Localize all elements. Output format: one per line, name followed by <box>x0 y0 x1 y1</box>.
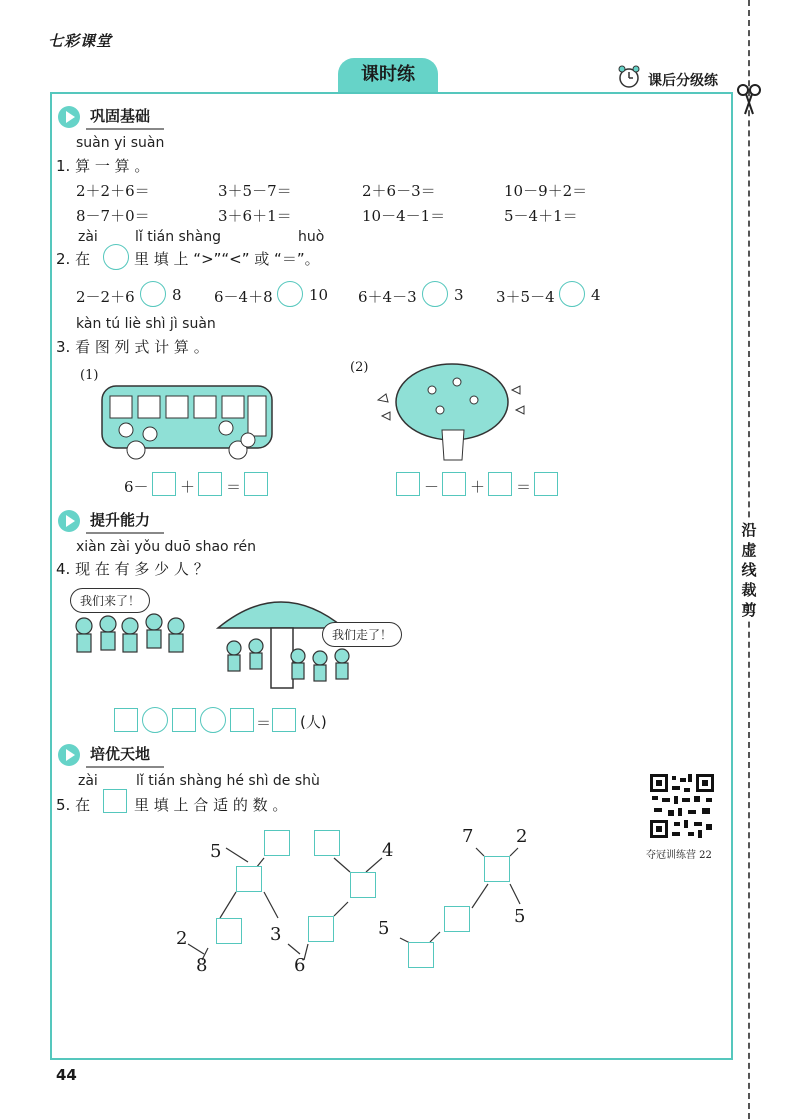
cut-instruction: 沿虚线裁剪 <box>738 520 760 620</box>
q5-number: 5. 在 <box>56 796 91 814</box>
alarm-clock-icon <box>616 64 642 90</box>
answer-box[interactable] <box>216 918 242 944</box>
answer-box[interactable] <box>488 472 512 496</box>
page-subtitle: 课后分级练 <box>648 73 718 89</box>
answer-box[interactable] <box>244 472 268 496</box>
answer-box[interactable] <box>114 708 138 732</box>
section-title: 提升能力 <box>86 508 164 534</box>
q1-expr: 10－4－1＝ <box>362 207 446 225</box>
answer-box[interactable] <box>350 872 376 898</box>
play-icon <box>58 744 80 766</box>
bus-illustration <box>98 380 278 466</box>
play-icon <box>58 510 80 532</box>
q5-text: 里 填 上 合 适 的 数 。 <box>134 796 288 814</box>
equals-sign: ＝ <box>226 478 242 496</box>
given-number: 5 <box>378 918 390 939</box>
q1-expr: 8－7＋0＝ <box>76 207 150 225</box>
answer-box[interactable] <box>314 830 340 856</box>
q1-expr: 3＋5－7＝ <box>218 182 292 200</box>
q3-1-start: 6－ <box>124 478 149 496</box>
answer-box[interactable] <box>236 866 262 892</box>
page-title: 课时练 <box>338 58 438 92</box>
q2-right: 3 <box>454 286 464 304</box>
answer-box[interactable] <box>442 472 466 496</box>
q3-sub2-label: (2) <box>350 360 369 375</box>
q5-pinyin: zài <box>78 773 98 789</box>
q1-expr: 3＋6＋1＝ <box>218 207 292 225</box>
plus-sign: ＋ <box>470 478 486 496</box>
q2-right: 8 <box>172 286 182 304</box>
answer-box[interactable] <box>172 708 196 732</box>
answer-box[interactable] <box>308 916 334 942</box>
q2-left: 6＋4－3 <box>358 288 417 306</box>
answer-box[interactable] <box>484 856 510 882</box>
q2-right: 10 <box>309 286 329 304</box>
q4-text: 4. 现 在 有 多 少 人 ？ <box>56 560 209 578</box>
answer-circle[interactable] <box>140 281 166 307</box>
answer-box[interactable] <box>103 789 127 813</box>
qr-code[interactable] <box>648 772 716 840</box>
q2-pinyin: lǐ tián shàng <box>135 229 222 245</box>
plus-sign: ＋ <box>180 478 196 496</box>
answer-circle[interactable] <box>200 707 226 733</box>
speech-bubble-coming: 我们来了！ <box>70 588 150 613</box>
q2-text: 里 填 上 “>”“<” 或 “＝”。 <box>134 250 320 268</box>
section-header-basics <box>58 104 164 128</box>
given-number: 5 <box>514 906 526 927</box>
section-title: 培优天地 <box>86 742 164 768</box>
minus-sign: － <box>424 478 440 496</box>
given-number: 8 <box>196 955 208 976</box>
section-header-improve <box>58 508 164 532</box>
answer-box[interactable] <box>264 830 290 856</box>
q4-pinyin: xiàn zài yǒu duō shao rén <box>76 539 256 555</box>
given-number: 4 <box>382 840 394 861</box>
answer-box[interactable] <box>198 472 222 496</box>
q1-expr: 2＋2＋6＝ <box>76 182 150 200</box>
q2-pinyin: huò <box>298 229 325 245</box>
brand-logo: 七彩课堂 <box>48 32 113 50</box>
q2-left: 6－4＋8 <box>214 288 273 306</box>
answer-circle[interactable] <box>559 281 585 307</box>
q2-right: 4 <box>591 286 601 304</box>
q2-number: 2. 在 <box>56 250 91 268</box>
section-header-advanced <box>58 742 164 766</box>
q3-text: 3. 看 图 列 式 计 算 。 <box>56 338 209 356</box>
answer-box[interactable] <box>152 472 176 496</box>
q1-pinyin: suàn yi suàn <box>76 135 165 151</box>
answer-box[interactable] <box>272 708 296 732</box>
answer-box[interactable] <box>534 472 558 496</box>
q3-pinyin: kàn tú liè shì jì suàn <box>76 316 216 332</box>
play-icon <box>58 106 80 128</box>
answer-circle[interactable] <box>103 244 129 270</box>
equals-sign: ＝ <box>256 714 272 732</box>
q2-left: 2－2＋6 <box>76 288 135 306</box>
tree-illustration <box>372 360 532 466</box>
q5-pinyin: lǐ tián shàng hé shì de shù <box>136 773 320 789</box>
q1-expr: 10－9＋2＝ <box>504 182 588 200</box>
answer-circle[interactable] <box>422 281 448 307</box>
q3-sub1-label: (1) <box>80 368 99 383</box>
q1-expr: 5－4＋1＝ <box>504 207 578 225</box>
scissors-icon <box>736 82 762 116</box>
speech-bubble-leaving: 我们走了！ <box>322 622 402 647</box>
unit-label: (人) <box>300 713 327 731</box>
given-number: 6 <box>294 955 306 976</box>
q2-pinyin: zài <box>78 229 98 245</box>
equals-sign: ＝ <box>516 478 532 496</box>
page-number: 44 <box>56 1066 77 1084</box>
given-number: 5 <box>210 841 222 862</box>
q2-left: 3＋5－4 <box>496 288 555 306</box>
answer-box[interactable] <box>396 472 420 496</box>
q1-text: 1. 算 一 算 。 <box>56 157 150 175</box>
given-number: 3 <box>270 924 282 945</box>
answer-circle[interactable] <box>277 281 303 307</box>
answer-box[interactable] <box>230 708 254 732</box>
answer-box[interactable] <box>444 906 470 932</box>
section-title: 巩固基础 <box>86 104 164 130</box>
answer-box[interactable] <box>408 942 434 968</box>
answer-circle[interactable] <box>142 707 168 733</box>
q1-expr: 2＋6－3＝ <box>362 182 436 200</box>
given-number: 2 <box>516 826 528 847</box>
given-number: 2 <box>176 928 188 949</box>
given-number: 7 <box>462 826 474 847</box>
qr-caption: 夺冠训练营 22 <box>646 850 712 861</box>
